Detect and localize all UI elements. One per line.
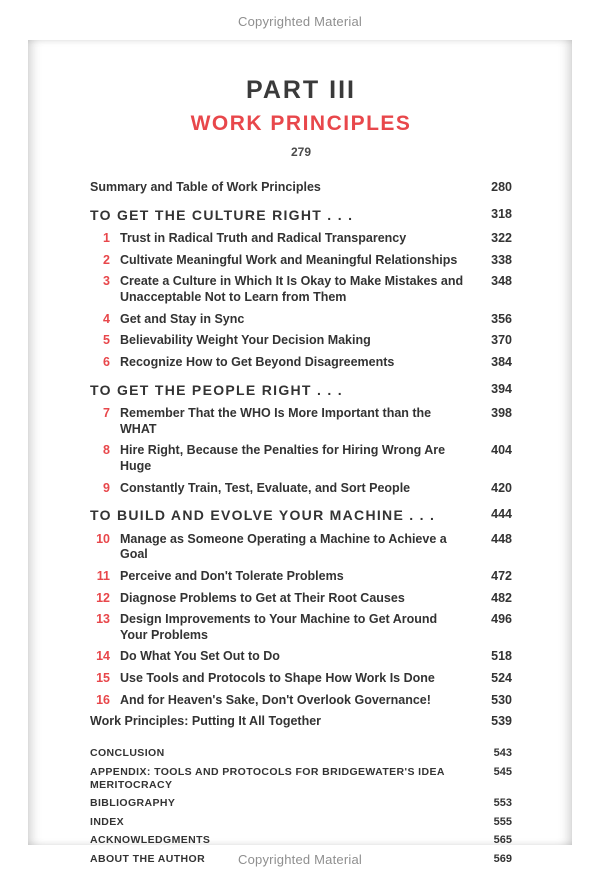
- toc-label: APPENDIX: TOOLS AND PROTOCOLS FOR BRIDGEWATER'S IDEA MERITOCRACY: [90, 765, 445, 791]
- toc-page-number: 518: [491, 649, 512, 664]
- chapter-number: 4: [103, 311, 110, 326]
- chapter-number: 15: [96, 671, 110, 685]
- toc-label: Diagnose Problems to Get at Their Root Causes: [120, 590, 405, 605]
- toc-label: BIBLIOGRAPHY: [90, 796, 176, 809]
- chapter-number: 1: [103, 231, 110, 246]
- toc-page-number: 496: [491, 612, 512, 627]
- chapter-number: 9: [103, 480, 110, 495]
- toc-page-number: 569: [493, 853, 512, 866]
- toc-label: Perceive and Don't Tolerate Problems: [120, 568, 344, 583]
- toc-page-number: 348: [491, 274, 512, 289]
- toc-label: Do What You Set Out to Do: [120, 649, 280, 664]
- toc-page-number: 545: [493, 765, 512, 778]
- chapter-number: 7: [103, 406, 110, 420]
- toc-label: Cultivate Meaningful Work and Meaningful Relationships: [120, 252, 458, 267]
- backmatter-row: [90, 797, 512, 811]
- chapter-number: 2: [103, 252, 110, 267]
- section-title: WORK PRINCIPLES: [190, 112, 412, 135]
- toc-label: ACKNOWLEDGMENTS: [90, 834, 211, 847]
- toc-page-number: 530: [491, 692, 512, 707]
- toc-section-heading-row: [90, 207, 512, 225]
- toc-page-number: 472: [491, 568, 512, 583]
- backmatter-row: [90, 834, 512, 848]
- toc-chapter-row: [90, 591, 512, 607]
- toc-chapter-row: [90, 406, 512, 437]
- toc-label: Work Principles: Putting It All Together: [90, 714, 322, 729]
- toc-chapter-row: [90, 671, 512, 687]
- chapter-number: 12: [96, 590, 110, 605]
- chapter-number: 14: [96, 649, 110, 664]
- backmatter-row: [90, 766, 512, 792]
- chapter-number: 5: [103, 333, 110, 348]
- toc-page-number: 448: [491, 531, 512, 546]
- toc-section-heading-row: [90, 382, 512, 400]
- toc-page-number: 338: [491, 252, 512, 267]
- toc-label: Believability Weight Your Decision Making: [120, 333, 371, 348]
- toc-page-number: 444: [491, 507, 512, 522]
- toc-page-number: 553: [493, 796, 512, 809]
- toc-label: TO GET THE PEOPLE RIGHT . . .: [90, 381, 343, 398]
- toc-page-number: 555: [493, 815, 512, 828]
- backmatter-row: [90, 747, 512, 761]
- toc-list: [90, 180, 512, 730]
- toc-label: Constantly Train, Test, Evaluate, and Sort People: [120, 480, 411, 495]
- chapter-number: 13: [96, 612, 110, 627]
- toc-page-number: 398: [491, 406, 512, 420]
- toc-chapter-row: [90, 333, 512, 349]
- chapter-number: 10: [96, 531, 110, 546]
- toc-label: INDEX: [90, 815, 125, 828]
- toc-chapter-row: [90, 253, 512, 269]
- toc-chapter-row: [90, 355, 512, 371]
- toc-page-number: 384: [491, 354, 512, 369]
- toc-page-number: 280: [491, 180, 512, 194]
- toc-page-number: 539: [491, 714, 512, 729]
- toc-label: TO BUILD AND EVOLVE YOUR MACHINE . . .: [90, 507, 436, 524]
- toc-entry-row: [90, 714, 512, 730]
- toc-page-number: 394: [491, 381, 512, 396]
- toc-label: Hire Right, Because the Penalties for Hiring Wrong Are Huge: [120, 443, 446, 473]
- toc-page-number: 524: [491, 671, 512, 685]
- toc-entry-row: [90, 180, 512, 196]
- toc-label: Create a Culture in Which It Is Okay to Make Mistakes and Unacceptable Not to Learn from Them: [120, 274, 464, 304]
- toc-page-number: 543: [493, 746, 512, 759]
- toc-label: Manage as Someone Operating a Machine to Achieve a Goal: [120, 531, 447, 562]
- backmatter-row: [90, 816, 512, 830]
- toc-page-number: 322: [491, 231, 512, 246]
- toc-label: Summary and Table of Work Principles: [90, 180, 321, 194]
- toc-label: Remember That the WHO Is More Important than the WHAT: [120, 406, 432, 436]
- toc-label: ABOUT THE AUTHOR: [90, 853, 206, 866]
- toc-label: And for Heaven's Sake, Don't Overlook Governance!: [120, 692, 431, 707]
- toc-chapter-row: [90, 532, 512, 563]
- toc-label: TO GET THE CULTURE RIGHT . . .: [90, 206, 354, 223]
- toc-page-number: 420: [491, 480, 512, 495]
- toc-chapter-row: [90, 312, 512, 328]
- toc-chapter-row: [90, 443, 512, 474]
- toc-page-number: 370: [491, 333, 512, 348]
- backmatter-list: [90, 747, 512, 867]
- toc-page-number: 482: [491, 590, 512, 605]
- chapter-number: 16: [96, 692, 110, 707]
- page-number-centered: 279: [290, 145, 312, 159]
- part-title: PART III: [246, 76, 356, 104]
- toc-label: Recognize How to Get Beyond Disagreements: [120, 354, 395, 369]
- toc-chapter-row: [90, 231, 512, 247]
- chapter-number: 8: [103, 443, 110, 458]
- toc-page-number: 565: [493, 834, 512, 847]
- toc-page-number: 318: [491, 206, 512, 221]
- toc-label: Design Improvements to Your Machine to Get Around Your Problems: [120, 612, 438, 642]
- toc-section-heading-row: [90, 507, 512, 525]
- chapter-number: 6: [103, 354, 110, 369]
- toc-page-number: 356: [491, 311, 512, 326]
- toc-chapter-row: [90, 569, 512, 585]
- toc-label: Use Tools and Protocols to Shape How Work Is Done: [120, 671, 435, 685]
- chapter-number: 3: [103, 274, 110, 289]
- toc-chapter-row: [90, 481, 512, 497]
- toc-label: Trust in Radical Truth and Radical Transparency: [120, 231, 407, 246]
- toc-chapter-row: [90, 274, 512, 305]
- toc-chapter-row: [90, 693, 512, 709]
- toc-chapter-row: [90, 612, 512, 643]
- copyright-notice-top: Copyrighted Material: [238, 14, 362, 29]
- copyright-notice-bottom: Copyrighted Material: [238, 852, 362, 867]
- toc-label: Get and Stay in Sync: [120, 311, 245, 326]
- toc-label: CONCLUSION: [90, 746, 165, 759]
- chapter-number: 11: [96, 568, 110, 583]
- toc-page-number: 404: [491, 443, 512, 458]
- toc-chapter-row: [90, 649, 512, 665]
